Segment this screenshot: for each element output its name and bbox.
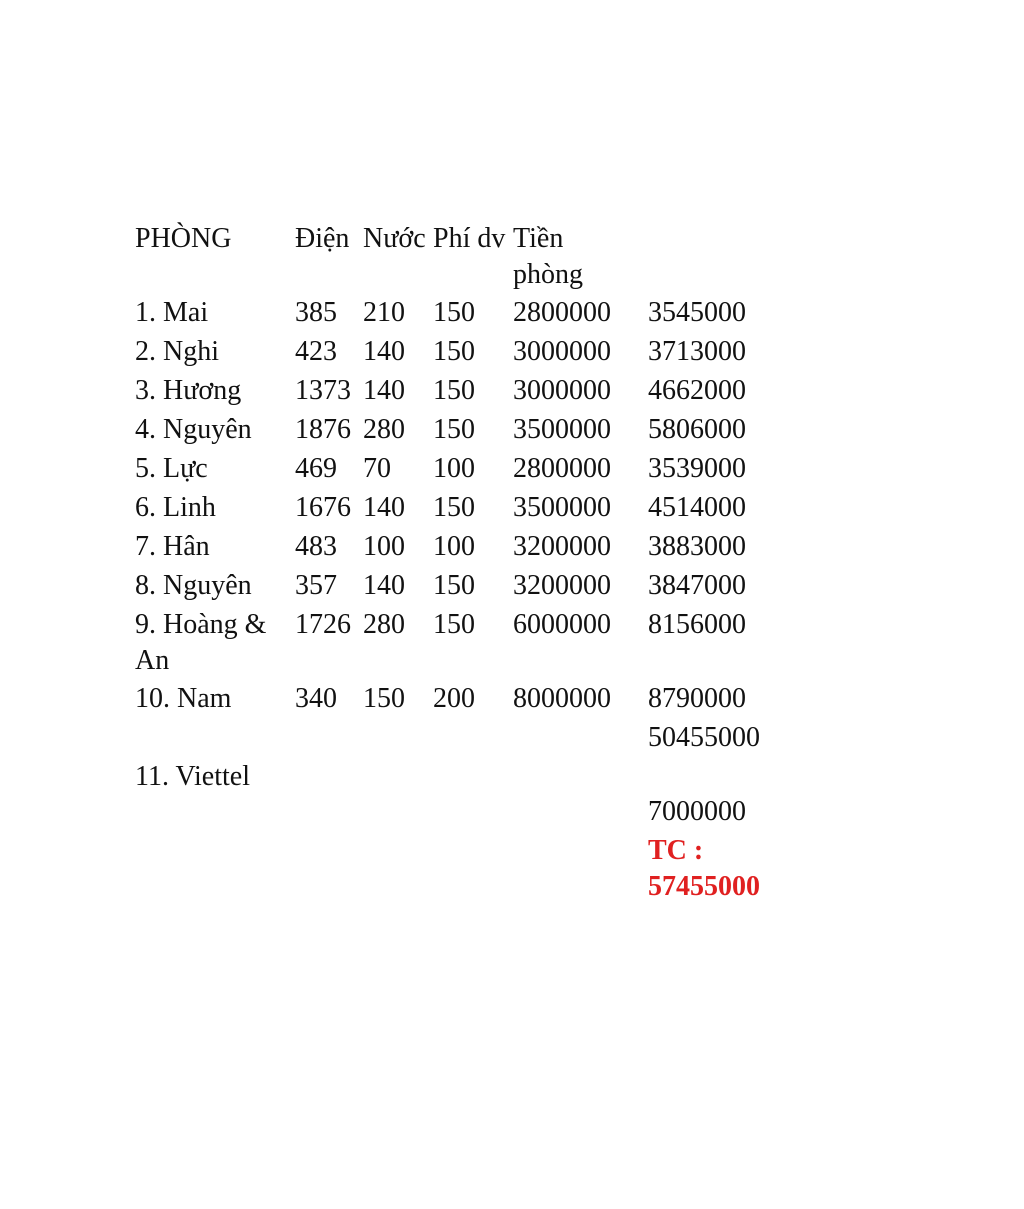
row-water: 210: [363, 297, 405, 328]
row-rent: 2800000: [513, 453, 611, 484]
row-name: 2. Nghi: [135, 336, 219, 367]
row-electric: 385: [295, 297, 337, 328]
header-rent: Tiền phòng: [513, 223, 583, 290]
row-electric: 1676: [295, 492, 351, 523]
row-electric: 1726: [295, 609, 351, 640]
grand-total-row: [135, 831, 795, 905]
table-row: [135, 293, 795, 332]
header-row: [135, 219, 795, 293]
header-service-fee: Phí dv: [433, 223, 506, 254]
subtotal-value: 50455000: [648, 722, 760, 753]
header-electric: Điện: [295, 223, 350, 254]
row-total: 5806000: [648, 414, 746, 445]
subtotal-row: [135, 718, 795, 757]
viettel-row: [135, 757, 795, 792]
row-fee: 100: [433, 453, 475, 484]
row-total: 3713000: [648, 336, 746, 367]
row-name: 5. Lực: [135, 453, 208, 484]
row-water: 140: [363, 570, 405, 601]
table-row: [135, 605, 795, 679]
row-electric: 1876: [295, 414, 351, 445]
row-total: 3539000: [648, 453, 746, 484]
row-water: 280: [363, 414, 405, 445]
rent-table: [135, 219, 795, 905]
viettel-amount: 7000000: [648, 796, 746, 827]
row-name: 4. Nguyên: [135, 414, 252, 445]
row-total: 8790000: [648, 683, 746, 714]
row-rent: 8000000: [513, 683, 611, 714]
row-total: 4514000: [648, 492, 746, 523]
row-water: 280: [363, 609, 405, 640]
row-fee: 150: [433, 414, 475, 445]
row-rent: 3200000: [513, 570, 611, 601]
row-water: 140: [363, 336, 405, 367]
row-water: 100: [363, 531, 405, 562]
row-name: 10. Nam: [135, 683, 232, 714]
row-total: 3545000: [648, 297, 746, 328]
row-total: 3883000: [648, 531, 746, 562]
table-row: [135, 410, 795, 449]
table-row: [135, 332, 795, 371]
table-row: [135, 488, 795, 527]
row-rent: 3500000: [513, 414, 611, 445]
row-electric: 340: [295, 683, 337, 714]
row-name: 8. Nguyên: [135, 570, 252, 601]
header-room: PHÒNG: [135, 223, 232, 254]
viettel-name: 11. Viettel: [135, 761, 250, 792]
row-fee: 150: [433, 570, 475, 601]
row-rent: 3500000: [513, 492, 611, 523]
row-rent: 2800000: [513, 297, 611, 328]
row-fee: 100: [433, 531, 475, 562]
row-fee: 150: [433, 492, 475, 523]
table-row: [135, 679, 795, 718]
row-electric: 469: [295, 453, 337, 484]
table-row: [135, 449, 795, 488]
table-row: [135, 371, 795, 410]
row-rent: 6000000: [513, 609, 611, 640]
row-electric: 357: [295, 570, 337, 601]
row-electric: 1373: [295, 375, 351, 406]
row-rent: 3200000: [513, 531, 611, 562]
row-rent: 3000000: [513, 375, 611, 406]
row-name: 1. Mai: [135, 297, 209, 328]
row-name: 6. Linh: [135, 492, 216, 523]
table-row: [135, 527, 795, 566]
row-electric: 423: [295, 336, 337, 367]
table-row: [135, 566, 795, 605]
row-water: 150: [363, 683, 405, 714]
row-total: 4662000: [648, 375, 746, 406]
row-water: 70: [363, 453, 391, 484]
row-rent: 3000000: [513, 336, 611, 367]
row-water: 140: [363, 492, 405, 523]
row-name: 9. Hoàng & An: [135, 609, 267, 676]
row-fee: 200: [433, 683, 475, 714]
row-name: 7. Hân: [135, 531, 210, 562]
grand-total: TC : 57455000: [648, 835, 760, 902]
header-water: Nước: [363, 223, 426, 254]
row-water: 140: [363, 375, 405, 406]
row-name: 3. Hương: [135, 375, 242, 406]
row-fee: 150: [433, 609, 475, 640]
row-fee: 150: [433, 375, 475, 406]
row-total: 3847000: [648, 570, 746, 601]
row-electric: 483: [295, 531, 337, 562]
row-fee: 150: [433, 336, 475, 367]
row-total: 8156000: [648, 609, 746, 640]
viettel-amount-row: [135, 792, 795, 831]
row-fee: 150: [433, 297, 475, 328]
